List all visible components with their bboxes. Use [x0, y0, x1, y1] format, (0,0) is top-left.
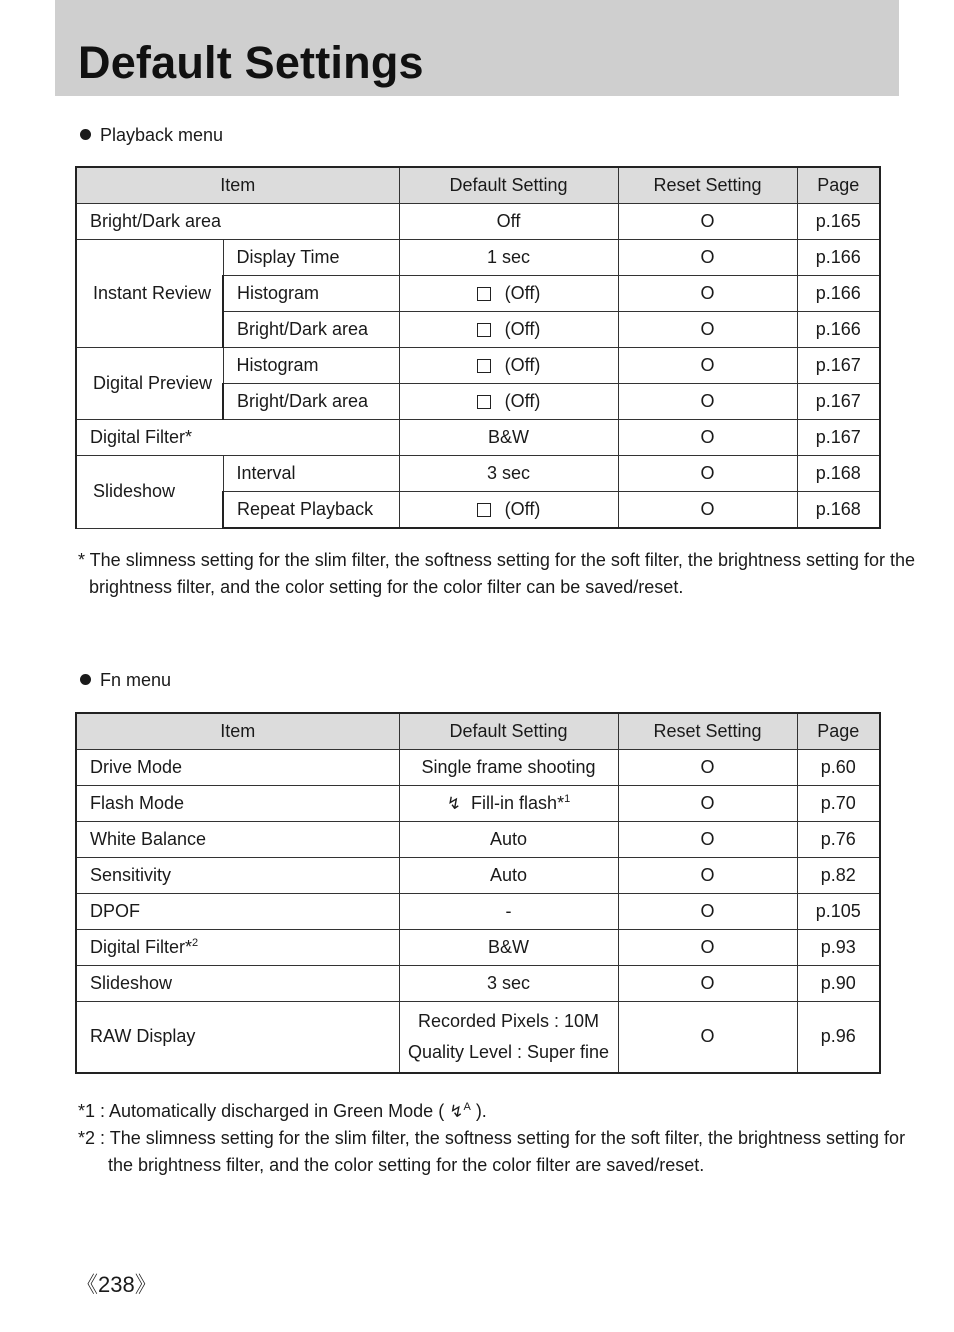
table-header-row — [76, 167, 880, 204]
page-cell: p.168 — [797, 492, 880, 529]
reset-cell: O — [618, 786, 797, 822]
reset-cell: O — [618, 858, 797, 894]
default-cell: (Off) — [399, 492, 618, 529]
page-cell: p.167 — [797, 348, 880, 384]
default-cell: (Off) — [399, 384, 618, 420]
reset-cell: O — [618, 930, 797, 966]
auto-flash-icon: ↯ — [449, 1102, 464, 1121]
unchecked-box-icon — [477, 323, 491, 337]
item-cell: DPOF — [76, 894, 399, 930]
column-header-default: Default Setting — [399, 167, 618, 204]
column-header-page: Page — [797, 713, 880, 750]
playback-footnote: * The slimness setting for the slim filter, the softness setting for the soft filter, the brightness setting for the brightness filter, and the color setting for the color filter can be saved/reset. — [78, 550, 916, 597]
footnote-2: *2 : The slimness setting for the slim filter, the softness setting for the soft filter, the brightness setting for — [78, 1128, 906, 1148]
page-title: Default Settings — [78, 37, 424, 88]
table-row — [76, 858, 880, 894]
default-cell: (Off) — [399, 276, 618, 312]
item-cell: RAW Display — [76, 1002, 399, 1073]
default-cell: (Off) — [399, 348, 618, 384]
reset-cell: O — [618, 750, 797, 786]
playback-menu-table — [75, 166, 881, 529]
group-cell: Digital Preview — [76, 348, 223, 420]
reset-cell: O — [618, 384, 797, 420]
page-cell: p.90 — [797, 966, 880, 1002]
page-cell: p.76 — [797, 822, 880, 858]
fn-menu-heading — [80, 669, 171, 691]
default-cell: 3 sec — [399, 966, 618, 1002]
reset-cell: O — [618, 1002, 797, 1073]
reset-cell: O — [618, 894, 797, 930]
fn-footnotes: *1 : Automatically discharged in Green Mode ( ↯$^A$ ). *2 : The slimness setting for the slim filter, the softness setting for the soft filter, the brightness setting for the brightness filter, and the color setting for the color filter are saved/reset. — [78, 1094, 905, 1179]
group-cell: Instant Review — [76, 240, 223, 348]
table-row — [76, 240, 880, 276]
default-cell: 3 sec — [399, 456, 618, 492]
item-cell: White Balance — [76, 822, 399, 858]
column-header-default: Default Setting — [399, 713, 618, 750]
item-cell: Slideshow — [76, 966, 399, 1002]
reset-cell: O — [618, 348, 797, 384]
sub-item-cell: Histogram — [223, 276, 399, 312]
reset-cell: O — [618, 276, 797, 312]
default-cell: B&W — [399, 930, 618, 966]
page-cell: p.60 — [797, 750, 880, 786]
page-cell: p.105 — [797, 894, 880, 930]
default-cell: Auto — [399, 858, 618, 894]
sub-item-cell: Bright/Dark area — [223, 312, 399, 348]
item-cell: Flash Mode — [76, 786, 399, 822]
fn-menu-label: Fn menu — [100, 670, 172, 690]
default-cell: Off — [399, 204, 618, 240]
sub-item-cell: Interval — [223, 456, 399, 492]
column-header-reset: Reset Setting — [618, 713, 797, 750]
default-cell: B&W — [399, 420, 618, 456]
playback-menu-label: Playback menu — [100, 125, 224, 145]
reset-cell: O — [618, 966, 797, 1002]
page-cell: p.96 — [797, 1002, 880, 1073]
item-cell: Sensitivity — [76, 858, 399, 894]
sub-item-cell: Repeat Playback — [223, 492, 399, 529]
page-cell: p.70 — [797, 786, 880, 822]
fn-menu-table — [75, 712, 881, 1074]
unchecked-box-icon — [477, 287, 491, 301]
default-cell: ↯ Fill-in flash*$^1$ — [399, 786, 618, 822]
table-row — [76, 822, 880, 858]
page-cell: p.167 — [797, 384, 880, 420]
page-cell: p.165 — [797, 204, 880, 240]
reset-cell: O — [618, 240, 797, 276]
column-header-reset: Reset Setting — [618, 167, 797, 204]
page-cell: p.167 — [797, 420, 880, 456]
table-row — [76, 348, 880, 384]
item-cell: Drive Mode — [76, 750, 399, 786]
column-header-page: Page — [797, 167, 880, 204]
footnote-1: *1 : Automatically discharged in Green Mode ( ↯$^A$ ). — [78, 1101, 487, 1121]
reset-cell: O — [618, 822, 797, 858]
default-cell: Recorded Pixels : 10M Quality Level : Super fine — [399, 1002, 618, 1073]
reset-cell: O — [618, 420, 797, 456]
default-cell: 1 sec — [399, 240, 618, 276]
page-cell: p.166 — [797, 240, 880, 276]
default-cell: Single frame shooting — [399, 750, 618, 786]
reset-cell: O — [618, 204, 797, 240]
reset-cell: O — [618, 492, 797, 529]
reset-cell: O — [618, 312, 797, 348]
default-cell: Auto — [399, 822, 618, 858]
sub-item-cell: Display Time — [223, 240, 399, 276]
unchecked-box-icon — [477, 503, 491, 517]
sub-item-cell: Bright/Dark area — [223, 384, 399, 420]
column-header-item: Item — [76, 713, 399, 750]
default-cell: - — [399, 894, 618, 930]
item-cell: Digital Filter* — [76, 420, 399, 456]
table-row — [76, 1002, 880, 1073]
page-cell: p.166 — [797, 312, 880, 348]
item-cell: Bright/Dark area — [76, 204, 399, 240]
default-cell: (Off) — [399, 312, 618, 348]
unchecked-box-icon — [477, 359, 491, 373]
reset-cell: O — [618, 456, 797, 492]
table-row — [76, 204, 880, 240]
table-row — [76, 966, 880, 1002]
page-number: 《238》 — [76, 1272, 157, 1297]
table-row — [76, 786, 880, 822]
group-cell: Slideshow — [76, 456, 223, 529]
table-row — [76, 420, 880, 456]
page-cell: p.82 — [797, 858, 880, 894]
page-cell: p.166 — [797, 276, 880, 312]
page-cell: p.168 — [797, 456, 880, 492]
column-header-item: Item — [76, 167, 399, 204]
table-row — [76, 930, 880, 966]
table-header-row — [76, 713, 880, 750]
bullet-icon — [80, 674, 91, 685]
page-cell: p.93 — [797, 930, 880, 966]
table-row — [76, 456, 880, 492]
lightning-flash-icon: ↯ — [446, 794, 462, 813]
playback-menu-heading — [80, 124, 223, 146]
item-cell: Digital Filter*$^2$ — [76, 930, 399, 966]
unchecked-box-icon — [477, 395, 491, 409]
bullet-icon — [80, 129, 91, 140]
sub-item-cell: Histogram — [223, 348, 399, 384]
table-row — [76, 750, 880, 786]
table-row — [76, 894, 880, 930]
